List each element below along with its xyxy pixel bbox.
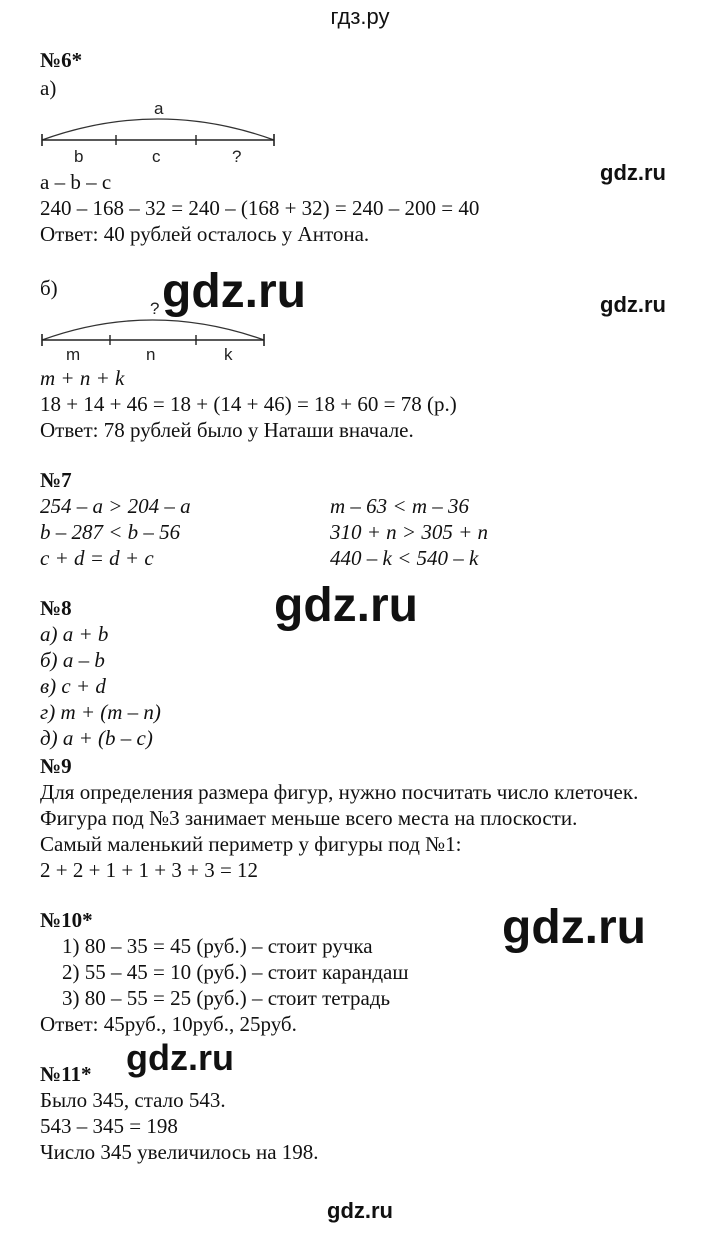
task11-line-2: 543 – 345 = 198 — [40, 1114, 178, 1138]
task8-item-a-label: а) — [40, 622, 58, 646]
task9-line-3: Самый маленький периметр у фигуры под №1: — [40, 832, 462, 856]
task8-item-a-expr: a + b — [62, 622, 109, 646]
watermark-5: gdz.ru — [502, 901, 646, 954]
task6a-answer: Ответ: 40 рублей осталось у Антона. — [40, 222, 370, 246]
task8-item-e-label: д) — [40, 726, 58, 750]
task6a-expr: a – b – c — [40, 170, 112, 194]
task8-item-c-label: в) — [40, 674, 57, 698]
task10-title: №10* — [40, 908, 93, 932]
task8-item-b-expr: a – b — [62, 648, 105, 672]
footer-watermark: gdz.ru — [327, 1198, 393, 1223]
seg-b-2: n — [146, 345, 156, 362]
seg-b-3: k — [224, 345, 233, 362]
task11-line-1: Было 345, стало 543. — [40, 1088, 226, 1112]
watermark-1: gdz.ru — [600, 160, 666, 185]
task8-item-d — [40, 700, 161, 724]
watermark-3: gdz.ru — [600, 292, 666, 317]
task11-line-3: Число 345 увеличилось на 198. — [40, 1140, 319, 1164]
site-header: гдз.ру — [330, 4, 390, 29]
task6-title: №6* — [40, 48, 83, 72]
task7-row-3-right: 440 – k < 540 – k — [330, 546, 479, 570]
seg-a-2: c — [152, 147, 161, 164]
task10-step-2: 2) 55 – 45 = 10 (руб.) – стоит карандаш — [62, 960, 409, 984]
task7-row-1-right: m – 63 < m – 36 — [330, 494, 470, 518]
task10-step-1: 1) 80 – 35 = 45 (руб.) – стоит ручка — [62, 934, 373, 958]
task8-item-a — [40, 622, 108, 646]
seg-a-1: b — [74, 147, 84, 164]
task7-row-2 — [40, 520, 489, 544]
task8-item-b — [40, 648, 105, 672]
seg-a-3: ? — [232, 147, 242, 164]
task7-row-3-left: c + d = d + c — [40, 546, 154, 570]
task8-item-b-label: б) — [40, 648, 58, 672]
watermark-6: gdz.ru — [126, 1037, 234, 1078]
seg-b-1: m — [66, 345, 81, 362]
task8-item-e — [40, 726, 153, 750]
task9-line-4: 2 + 2 + 1 + 1 + 3 + 3 = 12 — [40, 858, 259, 882]
seg-b-top: ? — [150, 299, 160, 318]
task6a-label: а) — [40, 76, 57, 100]
task6a-calc: 240 – 168 – 32 = 240 – (168 + 32) = 240 – 200 = 40 — [40, 196, 480, 220]
watermark-4: gdz.ru — [274, 579, 418, 632]
task9-line-1: Для определения размера фигур, нужно посчитать число клеточек. — [40, 780, 639, 804]
task6b-answer: Ответ: 78 рублей было у Наташи вначале. — [40, 418, 414, 442]
task7-row-2-right: 310 + n > 305 + n — [330, 520, 489, 544]
task6b-expr: m + n + k — [40, 366, 125, 390]
task10-step-3: 3) 80 – 55 = 25 (руб.) – стоит тетрадь — [62, 986, 391, 1010]
task7-title: №7 — [40, 468, 72, 492]
task7-row-2-left: b – 287 < b – 56 — [40, 520, 181, 544]
task8-item-d-expr: m + (m – n) — [60, 700, 161, 724]
task6b-calc: 18 + 14 + 46 = 18 + (14 + 46) = 18 + 60 = 78 (р.) — [40, 392, 457, 416]
watermark-2: gdz.ru — [162, 265, 306, 318]
task9-line-2: Фигура под №3 занимает меньше всего места на плоскости. — [40, 806, 578, 830]
task9-title: №9 — [40, 754, 72, 778]
task8-title: №8 — [40, 596, 72, 620]
task6b-label: б) — [40, 276, 58, 300]
task7-row-1-left: 254 – a > 204 – a — [40, 494, 191, 518]
task8-item-d-label: г) — [40, 700, 56, 724]
task6a-segment-diagram — [36, 100, 286, 164]
seg-a-top: a — [154, 100, 164, 118]
task7-row-1 — [40, 494, 470, 518]
task8-item-e-expr: a + (b – c) — [62, 726, 153, 750]
task7-row-3 — [40, 546, 479, 570]
task8-item-c — [40, 674, 106, 698]
task11-title: №11* — [40, 1062, 92, 1086]
task10-answer: Ответ: 45руб., 10руб., 25руб. — [40, 1012, 297, 1036]
task8-item-c-expr: c + d — [61, 674, 106, 698]
